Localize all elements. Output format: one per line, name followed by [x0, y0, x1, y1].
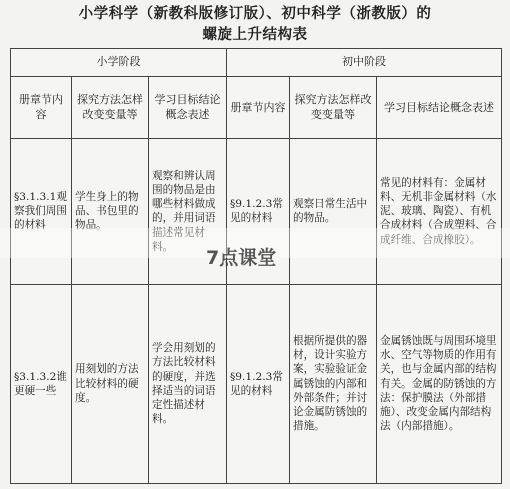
cell-chapter: §3.1.3.2谁更硬一些 — [11, 284, 72, 483]
cell-goal: 学会用刻划的方法比较材料的硬度，并选择适当的词语定性描述材料。 — [149, 284, 227, 483]
cell-method: 根据所提供的器材，设计实验方案，实验验证金属锈蚀的内部和外部条件；并讨论金属防锈蚀的措施。 — [290, 284, 377, 483]
col-header-method: 探究方法怎样改变变量等 — [290, 77, 377, 139]
cell-chapter: §3.1.3.1观察我们周围的材料 — [11, 139, 72, 284]
column-header-row — [11, 77, 502, 139]
col-header-chapter: 册章节内容 — [227, 77, 290, 139]
title-line-1: 小学科学（新教科版修订版）、初中科学（浙教版）的 — [78, 5, 432, 22]
col-header-goal: 学习目标结论概念表述 — [149, 77, 227, 139]
cell-goal: 常见的材料有：金属材料、无机非金属材料（水泥、玻璃、陶瓷）、有机合成材料（合成塑料、合成纤维、合成橡胶）。 — [377, 139, 502, 284]
col-header-chapter: 册章节内容 — [11, 77, 72, 139]
document-title — [0, 3, 510, 45]
cell-method: 用刻划的方法比较材料的硬度。 — [72, 284, 149, 483]
col-header-method: 探究方法怎样改变变量等 — [72, 77, 149, 139]
cell-goal: 金属锈蚀既与周围环境里水、空气等物质的作用有关，也与金属内部的结构有关。金属的防锈蚀的方法：保护膜法（外部措施）、改变金属内部结构法（内部措施）。 — [377, 284, 502, 483]
title-line-2: 螺旋上升结构表 — [202, 26, 308, 43]
cell-goal: 观察和辨认周围的物品是由哪些材料做成的，并用词语描述常见材料。 — [149, 139, 227, 284]
cell-chapter: §9.1.2.3常见的材料 — [227, 284, 290, 483]
stage-header-primary: 小学阶段 — [11, 49, 227, 77]
cell-method: 观察日常生活中的物品。 — [290, 139, 377, 284]
table-row — [11, 284, 502, 483]
cell-chapter: §9.1.2.3常见的材料 — [227, 139, 290, 284]
stage-header-junior: 初中阶段 — [227, 49, 502, 77]
watermark-text: 7点课堂 — [206, 247, 277, 269]
stage-header-row — [11, 49, 502, 77]
col-header-goal: 学习目标结论概念表述 — [377, 77, 502, 139]
cell-method: 学生身上的物品、书包里的物品。 — [72, 139, 149, 284]
